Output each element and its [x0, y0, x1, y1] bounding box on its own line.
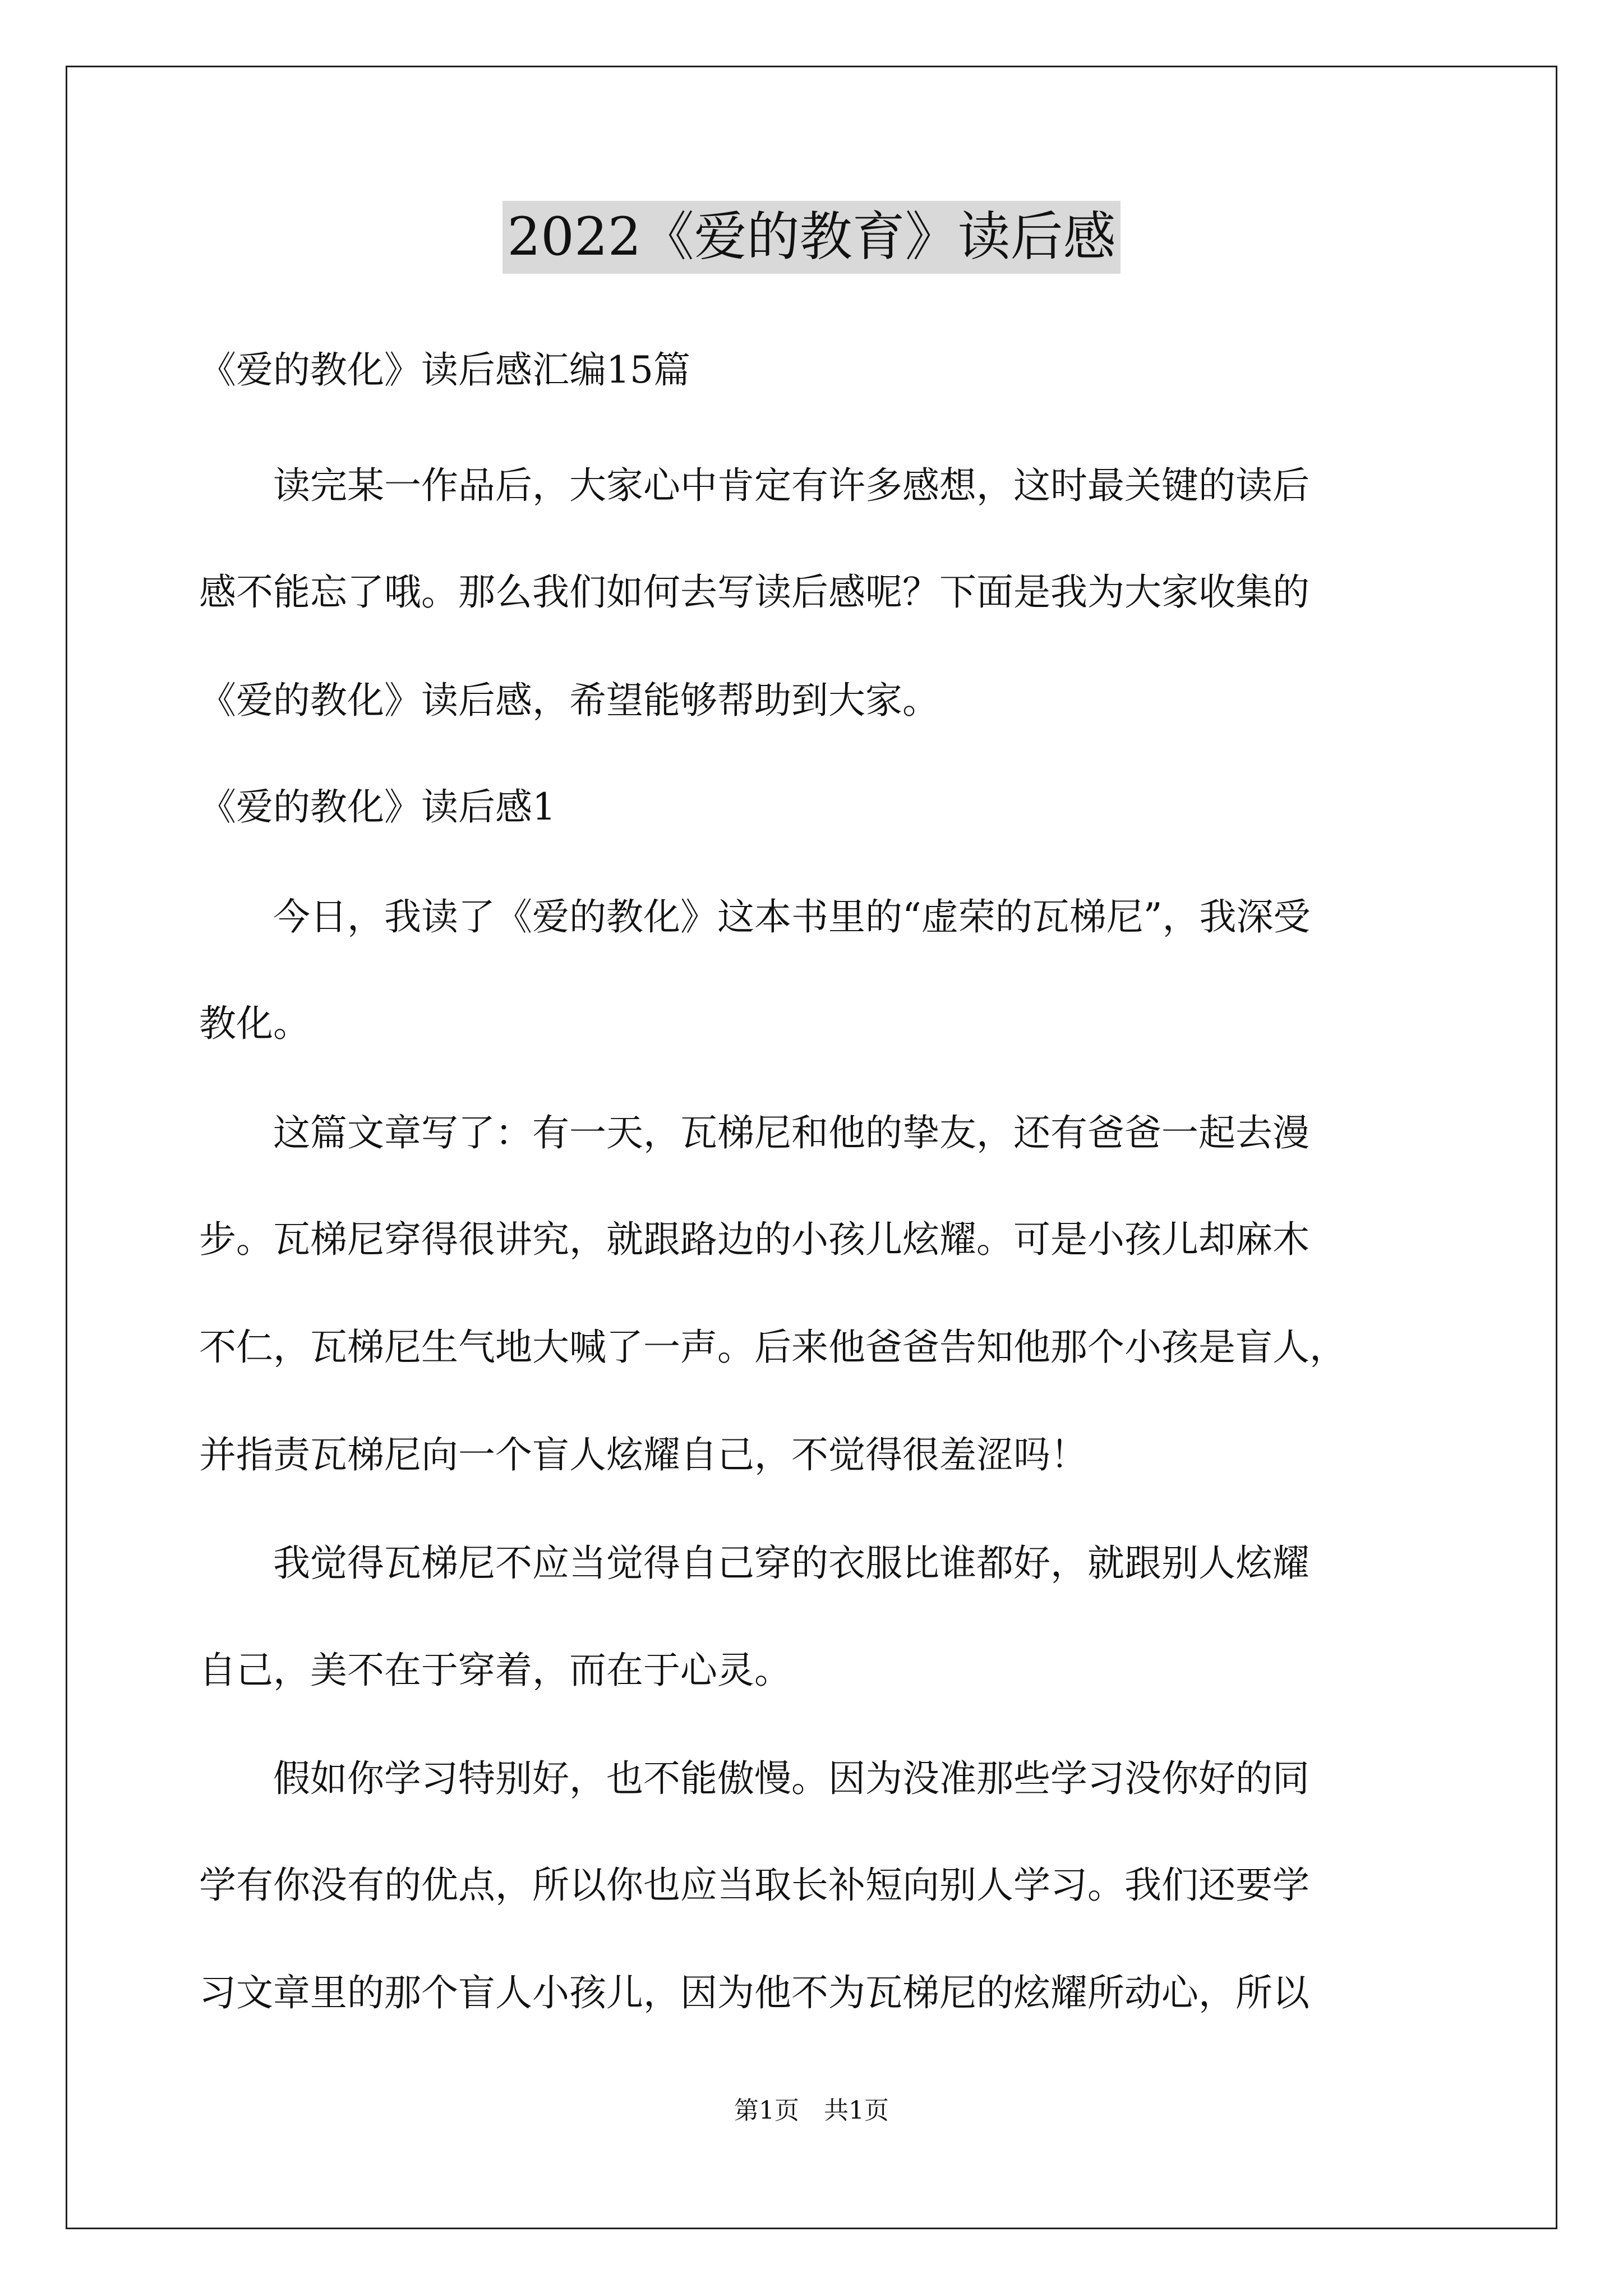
paragraph-line: 读完某一作品后，大家心中肯定有许多感想，这时最关键的读后	[199, 464, 1310, 507]
page-footer: 第1页 共1页	[734, 2096, 889, 2125]
paragraph-line: 这篇文章写了：有一天，瓦梯尼和他的挚友，还有爸爸一起去漫	[199, 1111, 1310, 1154]
paragraph-line: 感不能忘了哦。那么我们如何去写读后感呢？下面是我为大家收集的	[199, 570, 1310, 614]
paragraph-line: 今日，我读了《爱的教化》这本书里的“虚荣的瓦梯尼”，我深受	[199, 895, 1311, 938]
paragraph-line: 步。瓦梯尼穿得很讲究，就跟路边的小孩儿炫耀。可是小孩儿却麻木	[199, 1218, 1310, 1261]
paragraph-line: 并指责瓦梯尼向一个盲人炫耀自己，不觉得很羞涩吗！	[199, 1433, 1087, 1476]
paragraph-line: 教化。	[199, 1002, 310, 1045]
section-heading: 《爱的教化》读后感1	[199, 785, 556, 829]
paragraph-line: 不仁，瓦梯尼生气地大喊了一声。后来他爸爸告知他那个小孩是盲人，	[199, 1326, 1347, 1369]
paragraph-line: 假如你学习特别好，也不能傲慢。因为没准那些学习没你好的同	[199, 1757, 1310, 1800]
paragraph-line: 习文章里的那个盲人小孩儿，因为他不为瓦梯尼的炫耀所动心，所以	[199, 1971, 1310, 2014]
paragraph-line: 自己，美不在于穿着，而在于心灵。	[199, 1649, 791, 1692]
paragraph-line: 《爱的教化》读后感，希望能够帮助到大家。	[199, 679, 939, 722]
paragraph-line: 学有你没有的优点，所以你也应当取长补短向别人学习。我们还要学	[199, 1864, 1310, 1907]
document-title-text: 2022《爱的教育》读后感	[502, 201, 1120, 274]
subtitle-line: 《爱的教化》读后感汇编15篇	[199, 348, 690, 392]
document-title	[0, 201, 1623, 274]
paragraph-line: 我觉得瓦梯尼不应当觉得自己穿的衣服比谁都好，就跟别人炫耀	[199, 1542, 1310, 1585]
